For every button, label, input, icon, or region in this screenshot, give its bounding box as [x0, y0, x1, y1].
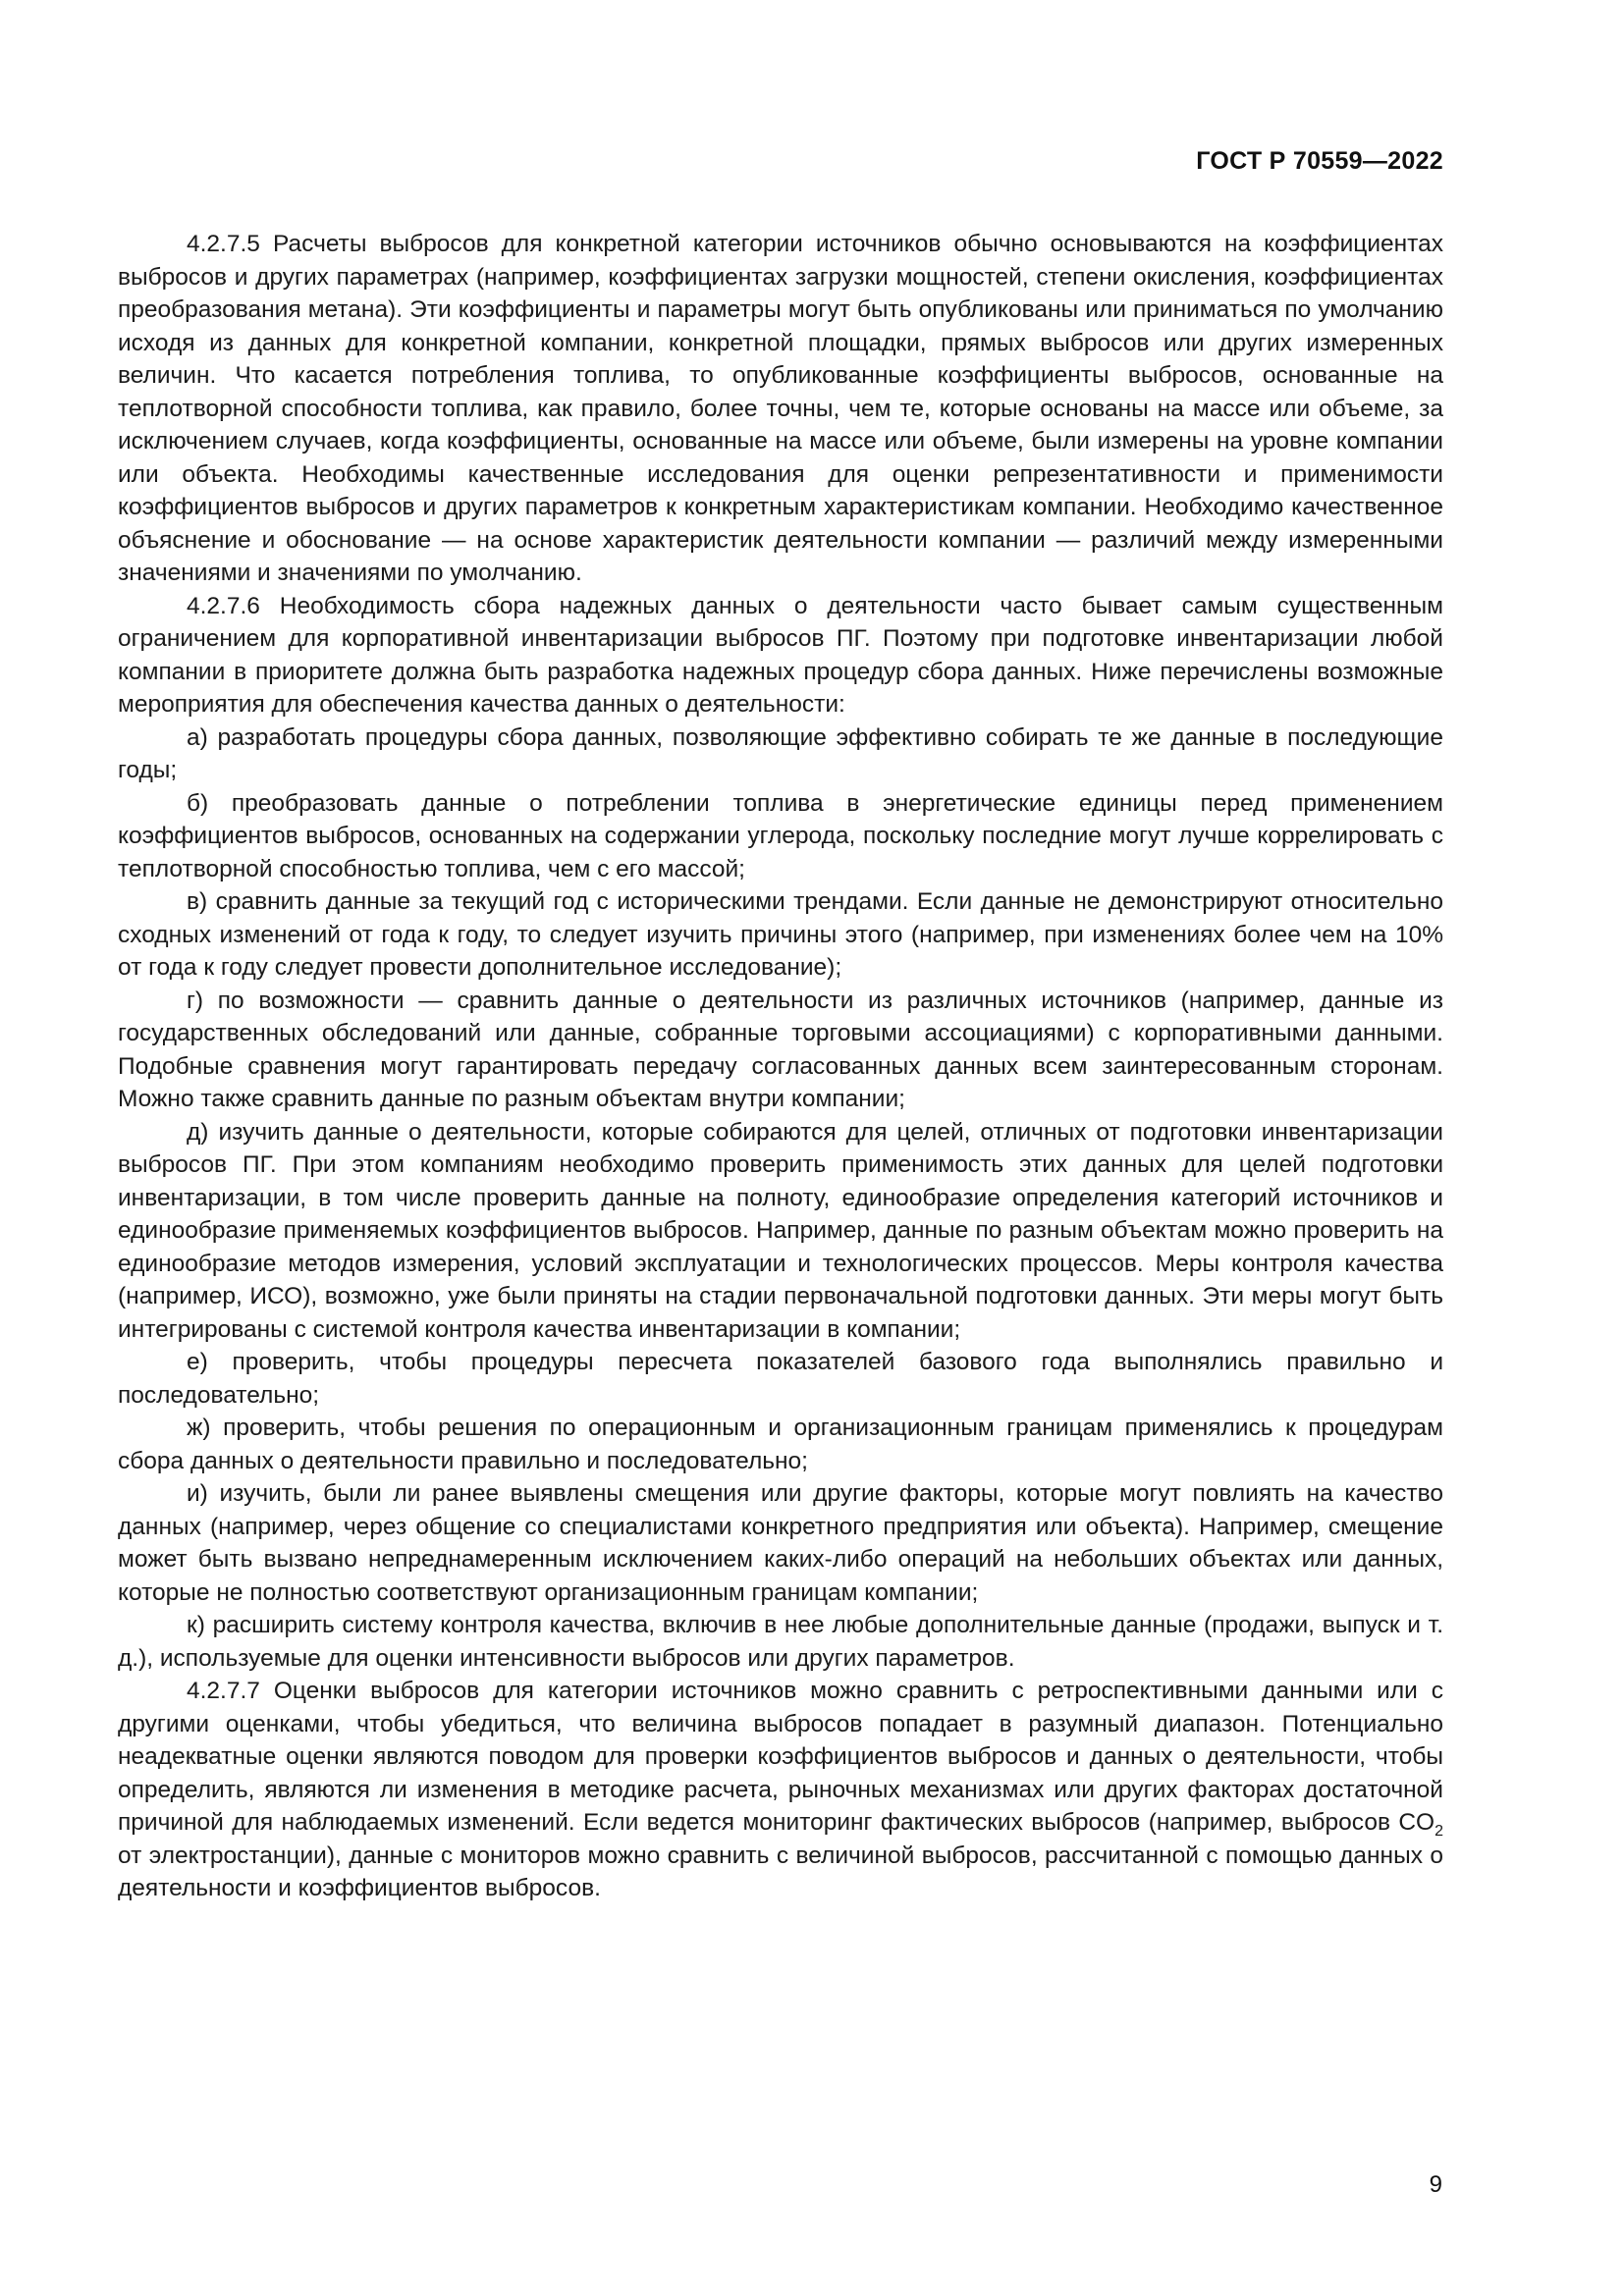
paragraph-4-2-7-6: 4.2.7.6 Необходимость сбора надежных данных о деятельности часто бывает самым существенным ограничением для корпоративной инвентаризации выбросов ПГ. Поэтому при подготовке инвентаризации любой компании в приоритете должна быть разработка надежных процедур сбора данных. Ниже перечислены возможные мероприятия для обеспечения качества данных о деятельности:: [118, 592, 1443, 718]
list-item-zh: ж) проверить, чтобы решения по операционным и организационным границам применялись к процедурам сбора данных о деятельности правильно и последовательно;: [118, 1415, 1443, 1474]
paragraph-4-2-7-7: [118, 1675, 1443, 1905]
list-item-i: и) изучить, были ли ранее выявлены смещения или другие факторы, которые могут повлиять на качество данных (например, через общение со специалистами конкретного предприятия или объекта). Например, смещение может быть вызвано непреднамеренным исключением каких-либо операций на небольших объектах или данных, которые не полностью соответствуют организационным границам компании;: [118, 1480, 1443, 1606]
list-item-e: е) проверить, чтобы процедуры пересчета показателей базового года выполнялись правильно и последовательно;: [118, 1349, 1443, 1409]
list-item-k: к) расширить систему контроля качества, включив в нее любые дополнительные данные (продажи, выпуск и т. д.), используемые для оценки интенсивности выбросов или других параметров.: [118, 1612, 1443, 1672]
paragraph-4-2-7-7-text-start: 4.2.7.7 Оценки выбросов для категории источников можно сравнить с ретроспективными данными или с другими оценками, чтобы убедиться, что величина выбросов попадает в разумный диапазон. Потенциально неадекватные оценки являются поводом для проверки коэффициентов выбросов и данных о деятельности, чтобы определить, являются ли изменения в методике расчета, рыночных механизмах или других факторах достаточной причиной для наблюдаемых изменений. Если ведется мониторинг фактических выбросов (например, выбросов CO: [118, 1678, 1443, 1836]
list-item-g: г) по возможности — сравнить данные о деятельности из различных источников (например, данные из государственных обследований или данные, собранные торговыми ассоциациями) с корпоративными данными. Подобные сравнения могут гарантировать передачу согласованных данных всем заинтересованным сторонам. Можно также сравнить данные по разным объектам внутри компании;: [118, 987, 1443, 1112]
paragraph-4-2-7-7-text-end: от электростанции), данные с мониторов можно сравнить с величиной выбросов, рассчитанной с помощью данных о деятельности и коэффициентов выбросов.: [118, 1842, 1443, 1901]
list-item-v: в) сравнить данные за текущий год с историческими трендами. Если данные не демонстрируют относительно сходных изменений от года к году, то следует изучить причины этого (например, при изменениях более чем на 10% от года к году следует провести дополнительное исследование);: [118, 888, 1443, 981]
list-item-d: д) изучить данные о деятельности, которые собираются для целей, отличных от подготовки инвентаризации выбросов ПГ. При этом компаниям необходимо проверить применимость этих данных для целей подготовки инвентаризации, в том числе проверить данные на полноту, единообразие определения категорий источников и единообразие применяемых коэффициентов выбросов. Например, данные по разным объектам можно проверить на единообразие методов измерения, условий эксплуатации и технологических процессов. Меры контроля качества (например, ИСО), возможно, уже были приняты на стадии первоначальной подготовки данных. Эти меры могут быть интегрированы с системой контроля качества инвентаризации в компании;: [118, 1118, 1443, 1343]
co2-subscript: 2: [1435, 1823, 1443, 1840]
list-item-a: а) разработать процедуры сбора данных, позволяющие эффективно собирать те же данные в последующие годы;: [118, 723, 1443, 783]
document-body: [118, 228, 1443, 1905]
document-code-header: ГОСТ Р 70559—2022: [1196, 147, 1443, 175]
paragraph-4-2-7-5: 4.2.7.5 Расчеты выбросов для конкретной категории источников обычно основываются на коэффициентах выбросов и других параметрах (например, коэффициентах загрузки мощностей, степени окисления, коэффициентах преобразования метана). Эти коэффициенты и параметры могут быть опубликованы или приниматься по умолчанию исходя из данных для конкретной компании, конкретной площадки, прямых выбросов или других измеренных величин. Что касается потребления топлива, то опубликованные коэффициенты выбросов, основанные на теплотворной способности топлива, как правило, более точны, чем те, которые основаны на массе или объеме, за исключением случаев, когда коэффициенты, основанные на массе или объеме, были измерены на уровне компании или объекта. Необходимы качественные исследования для оценки репрезентативности и применимости коэффициентов выбросов и других параметров к конкретным характеристикам компании. Необходимо качественное объяснение и обоснование — на основе характеристик деятельности компании — различий между измеренными значениями и значениями по умолчанию.: [118, 231, 1443, 586]
page-number: 9: [1429, 2171, 1442, 2198]
list-item-b: б) преобразовать данные о потреблении топлива в энергетические единицы перед применением коэффициентов выбросов, основанных на содержании углерода, поскольку последние могут лучше коррелировать с теплотворной способностью топлива, чем с его массой;: [118, 789, 1443, 882]
